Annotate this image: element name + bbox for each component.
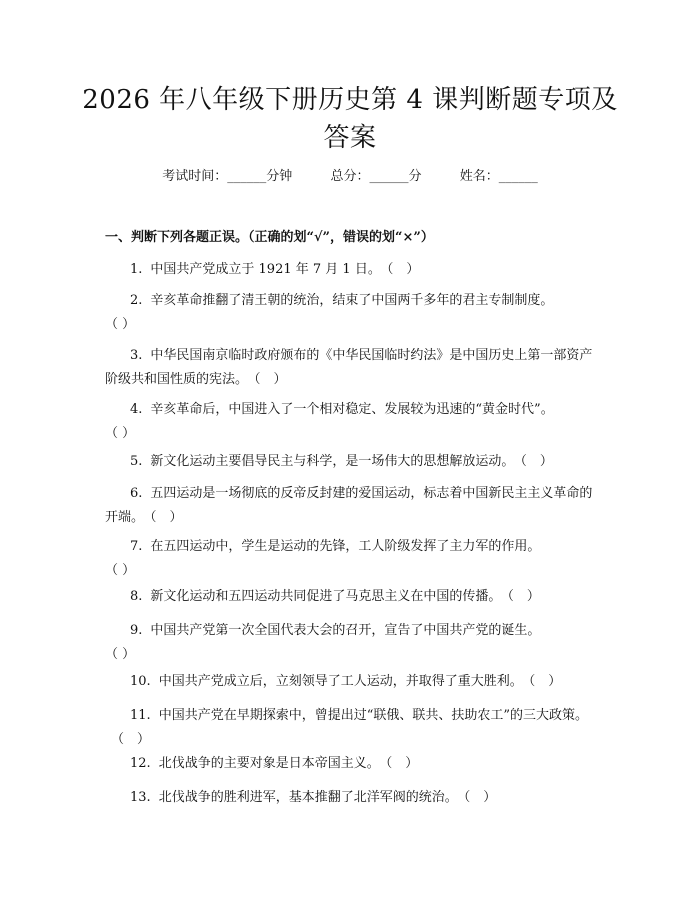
question-number: 3.: [130, 348, 143, 363]
question-13: [105, 786, 602, 810]
answer-parentheses: （ ）: [463, 790, 497, 805]
answer-parentheses: （ ）: [111, 732, 151, 747]
question-text: 北伐战争的胜利进军，基本推翻了北洋军阀的统治。: [158, 790, 458, 805]
answer-parentheses: （ ）: [105, 317, 136, 332]
question-4: [105, 398, 602, 446]
question-2: [105, 289, 602, 337]
answer-parentheses: （ ）: [105, 647, 136, 662]
question-text: 新文化运动和五四运动共同促进了马克思主义在中国的传播。: [150, 589, 502, 604]
answer-parentheses: （ ）: [507, 589, 540, 604]
question-12: [105, 752, 602, 776]
answer-parentheses: （ ）: [528, 674, 562, 689]
question-number: 7.: [130, 539, 143, 554]
section-heading: 一、判断下列各题正误。（正确的划“√”，错误的划“×”）: [105, 230, 434, 245]
question-text: 辛亥革命后，中国进入了一个相对稳定、发展较为迅速的“黄金时代”。: [150, 402, 554, 417]
answer-parentheses: （ ）: [105, 563, 136, 578]
question-number: 2.: [130, 293, 143, 308]
question-3: [105, 344, 602, 392]
answer-parentheses: （ ）: [385, 756, 419, 771]
question-number: 6.: [130, 486, 143, 501]
question-7: [105, 535, 602, 583]
answer-parentheses: （ ）: [105, 426, 136, 441]
question-text: 中国共产党在早期探索中，曾提出过“联俄、联共、扶助农工”的三大政策。: [158, 708, 588, 723]
question-number: 13.: [130, 790, 151, 805]
question-1: [105, 258, 602, 282]
question-text: 在五四运动中，学生是运动的先锋，工人阶级发挥了主力军的作用。: [150, 539, 541, 554]
question-number: 11.: [130, 708, 151, 723]
question-number: 12.: [130, 756, 151, 771]
question-text: 辛亥革命推翻了清王朝的统治，结束了中国两千多年的君主专制制度。: [150, 293, 554, 308]
question-text: 新文化运动主要倡导民主与科学，是一场伟大的思想解放运动。: [150, 454, 515, 469]
question-text: 北伐战争的主要对象是日本帝国主义。: [158, 756, 380, 771]
answer-parentheses: （ ）: [254, 372, 287, 387]
question-number: 4.: [130, 402, 143, 417]
question-number: 5.: [130, 454, 143, 469]
question-text: 中华民国南京临时政府颁布的《中华民国临时约法》是中国历史上第一部资产阶级共和国性质的宪法。: [105, 348, 593, 387]
question-11: [105, 704, 602, 752]
question-6: [105, 482, 602, 530]
page-title-line1: 2026 年八年级下册历史第 4 课判断题专项及: [82, 85, 618, 115]
question-8: [105, 585, 602, 609]
page-title-line2: 答案: [323, 123, 377, 153]
answer-parentheses: （ ）: [150, 510, 183, 525]
question-text: 中国共产党第一次全国代表大会的召开，宣告了中国共产党的诞生。: [150, 623, 541, 638]
question-text: 中国共产党成立后，立刻领导了工人运动，并取得了重大胜利。: [158, 674, 523, 689]
question-number: 10.: [130, 674, 151, 689]
exam-meta: [0, 167, 700, 187]
question-number: 8.: [130, 589, 143, 604]
question-5: [105, 450, 602, 474]
question-number: 1.: [130, 262, 143, 277]
answer-parentheses: （ ）: [386, 262, 420, 277]
question-text: 中国共产党成立于 1921 年 7 月 1 日。: [150, 262, 381, 277]
answer-parentheses: （ ）: [520, 454, 553, 469]
question-9: [105, 619, 602, 667]
question-text: 五四运动是一场彻底的反帝反封建的爱国运动，标志着中国新民主主义革命的开端。: [105, 486, 593, 525]
question-10: [105, 670, 602, 694]
exam-time-label: 考试时间：______分钟: [162, 169, 293, 184]
total-score-label: 总分：______分: [330, 169, 422, 184]
student-name-label: 姓名：______: [459, 169, 538, 184]
question-number: 9.: [130, 623, 143, 638]
